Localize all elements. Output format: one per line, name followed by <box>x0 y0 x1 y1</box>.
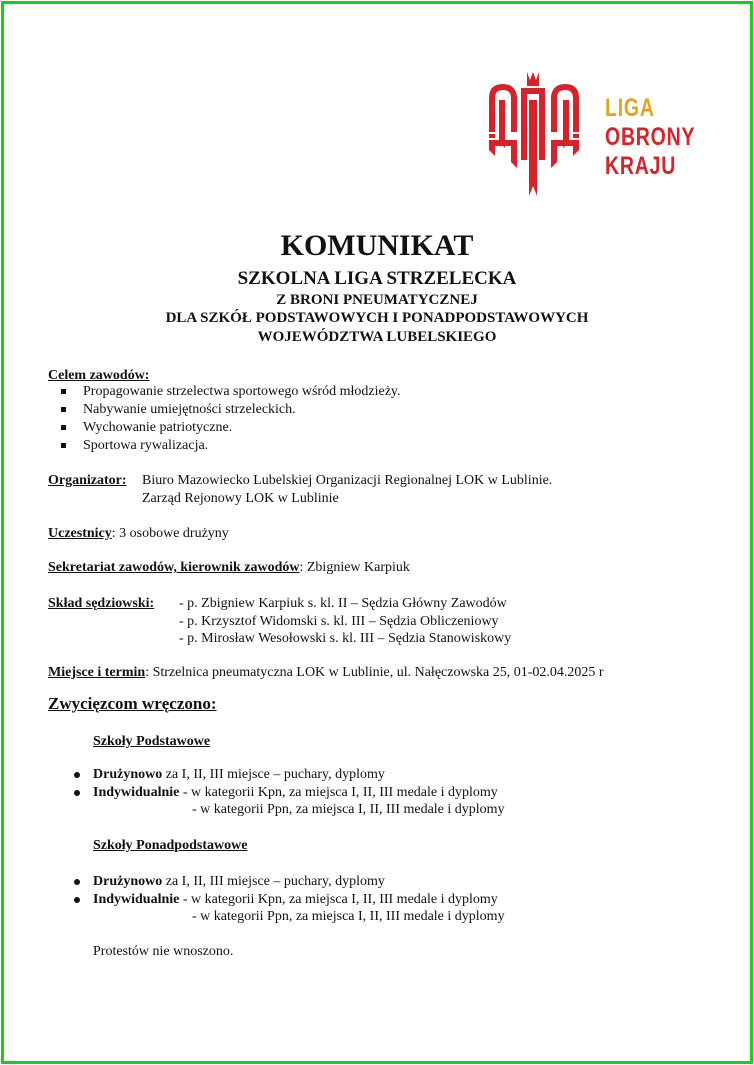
organizer-line2: Zarząd Rejonowy LOK w Lublinie <box>142 491 339 506</box>
subtitle-league: SZKOLNA LIGA STRZELECKA <box>237 268 517 289</box>
venue-value: : Strzelnica pneumatyczna LOK w Lublinie, ul. Nałęczowska 25, 01-02.04.2025 r <box>145 665 604 680</box>
jury-label: Skład sędziowski: <box>48 596 155 611</box>
bullet-icon <box>61 425 66 430</box>
participants-label: Uczestnicy <box>48 526 112 541</box>
subtitle-weapon: Z BRONI PNEUMATYCZNEJ <box>276 292 478 308</box>
participants-row <box>48 525 229 542</box>
jury-member: - p. Mirosław Wesołowski s. kl. III – Sędzia Stanowiskowy <box>179 631 512 646</box>
goals-label: Celem zawodów: <box>48 368 150 383</box>
team-text: za I, II, III miejsce – puchary, dyplomy <box>162 874 385 889</box>
participants-value: : 3 osobowe drużyny <box>111 526 229 541</box>
jury-member: - p. Krzysztof Widomski s. kl. III – Sędzia Obliczeniowy <box>179 614 499 629</box>
individual-award-line2: - w kategorii Ppn, za miejsca I, II, III medale i dyplomy <box>192 909 505 924</box>
awards-heading: Zwycięzcom wręczono: <box>48 694 217 713</box>
individual-award-row <box>93 784 498 801</box>
team-label: Drużynowo <box>93 874 163 889</box>
venue-label: Miejsce i termin <box>48 665 146 680</box>
logo-line-liga: LIGA <box>605 94 655 122</box>
bullet-icon <box>74 879 80 885</box>
secretariat-value: : Zbigniew Karpiuk <box>299 560 410 575</box>
bullet-icon <box>74 772 80 778</box>
individual-text: - w kategorii Kpn, za miejsca I, II, III medale i dyplomy <box>179 785 498 800</box>
logo-wordmark <box>605 94 695 181</box>
secretariat-label: Sekretariat zawodów, kierownik zawodów <box>48 560 300 575</box>
document-title: KOMUNIKAT <box>280 229 474 262</box>
individual-award-line2: - w kategorii Ppn, za miejsca I, II, III medale i dyplomy <box>192 802 505 817</box>
section-title-primary: Szkoły Podstawowe <box>93 734 211 749</box>
secretariat-row <box>48 559 410 576</box>
subtitle-region: WOJEWÓDZTWA LUBELSKIEGO <box>257 329 497 345</box>
organizer-label: Organizator: <box>48 473 127 488</box>
bullet-icon <box>74 897 80 903</box>
team-label: Drużynowo <box>93 767 163 782</box>
bullet-icon <box>61 407 66 412</box>
individual-label: Indywidualnie <box>93 785 180 800</box>
individual-award-row <box>93 891 498 908</box>
venue-row <box>48 664 604 681</box>
bullet-icon <box>74 790 80 796</box>
team-award-row <box>93 873 385 890</box>
bullet-icon <box>61 389 66 394</box>
logo-line-obrony: OBRONY <box>605 123 696 151</box>
individual-label: Indywidualnie <box>93 892 180 907</box>
eagle-emblem-icon <box>487 70 582 200</box>
lok-logo <box>487 70 696 200</box>
section-title-secondary: Szkoły Ponadpodstawowe <box>93 838 248 853</box>
bullet-icon <box>61 443 66 448</box>
team-text: za I, II, III miejsce – puchary, dyplomy <box>162 767 385 782</box>
organizer-line1: Biuro Mazowiecko Lubelskiej Organizacji Regionalnej LOK w Lublinie. <box>142 473 553 488</box>
individual-text: - w kategorii Kpn, za miejsca I, II, III medale i dyplomy <box>179 892 498 907</box>
jury-member: - p. Zbigniew Karpiuk s. kl. II – Sędzia Główny Zawodów <box>179 596 507 611</box>
subtitle-schools: DLA SZKÓŁ PODSTAWOWYCH I PONADPODSTAWOWYCH <box>165 310 589 326</box>
team-award-row <box>93 766 385 783</box>
logo-line-kraju: KRAJU <box>605 152 677 180</box>
protests-note: Protestów nie wnoszono. <box>93 944 234 959</box>
